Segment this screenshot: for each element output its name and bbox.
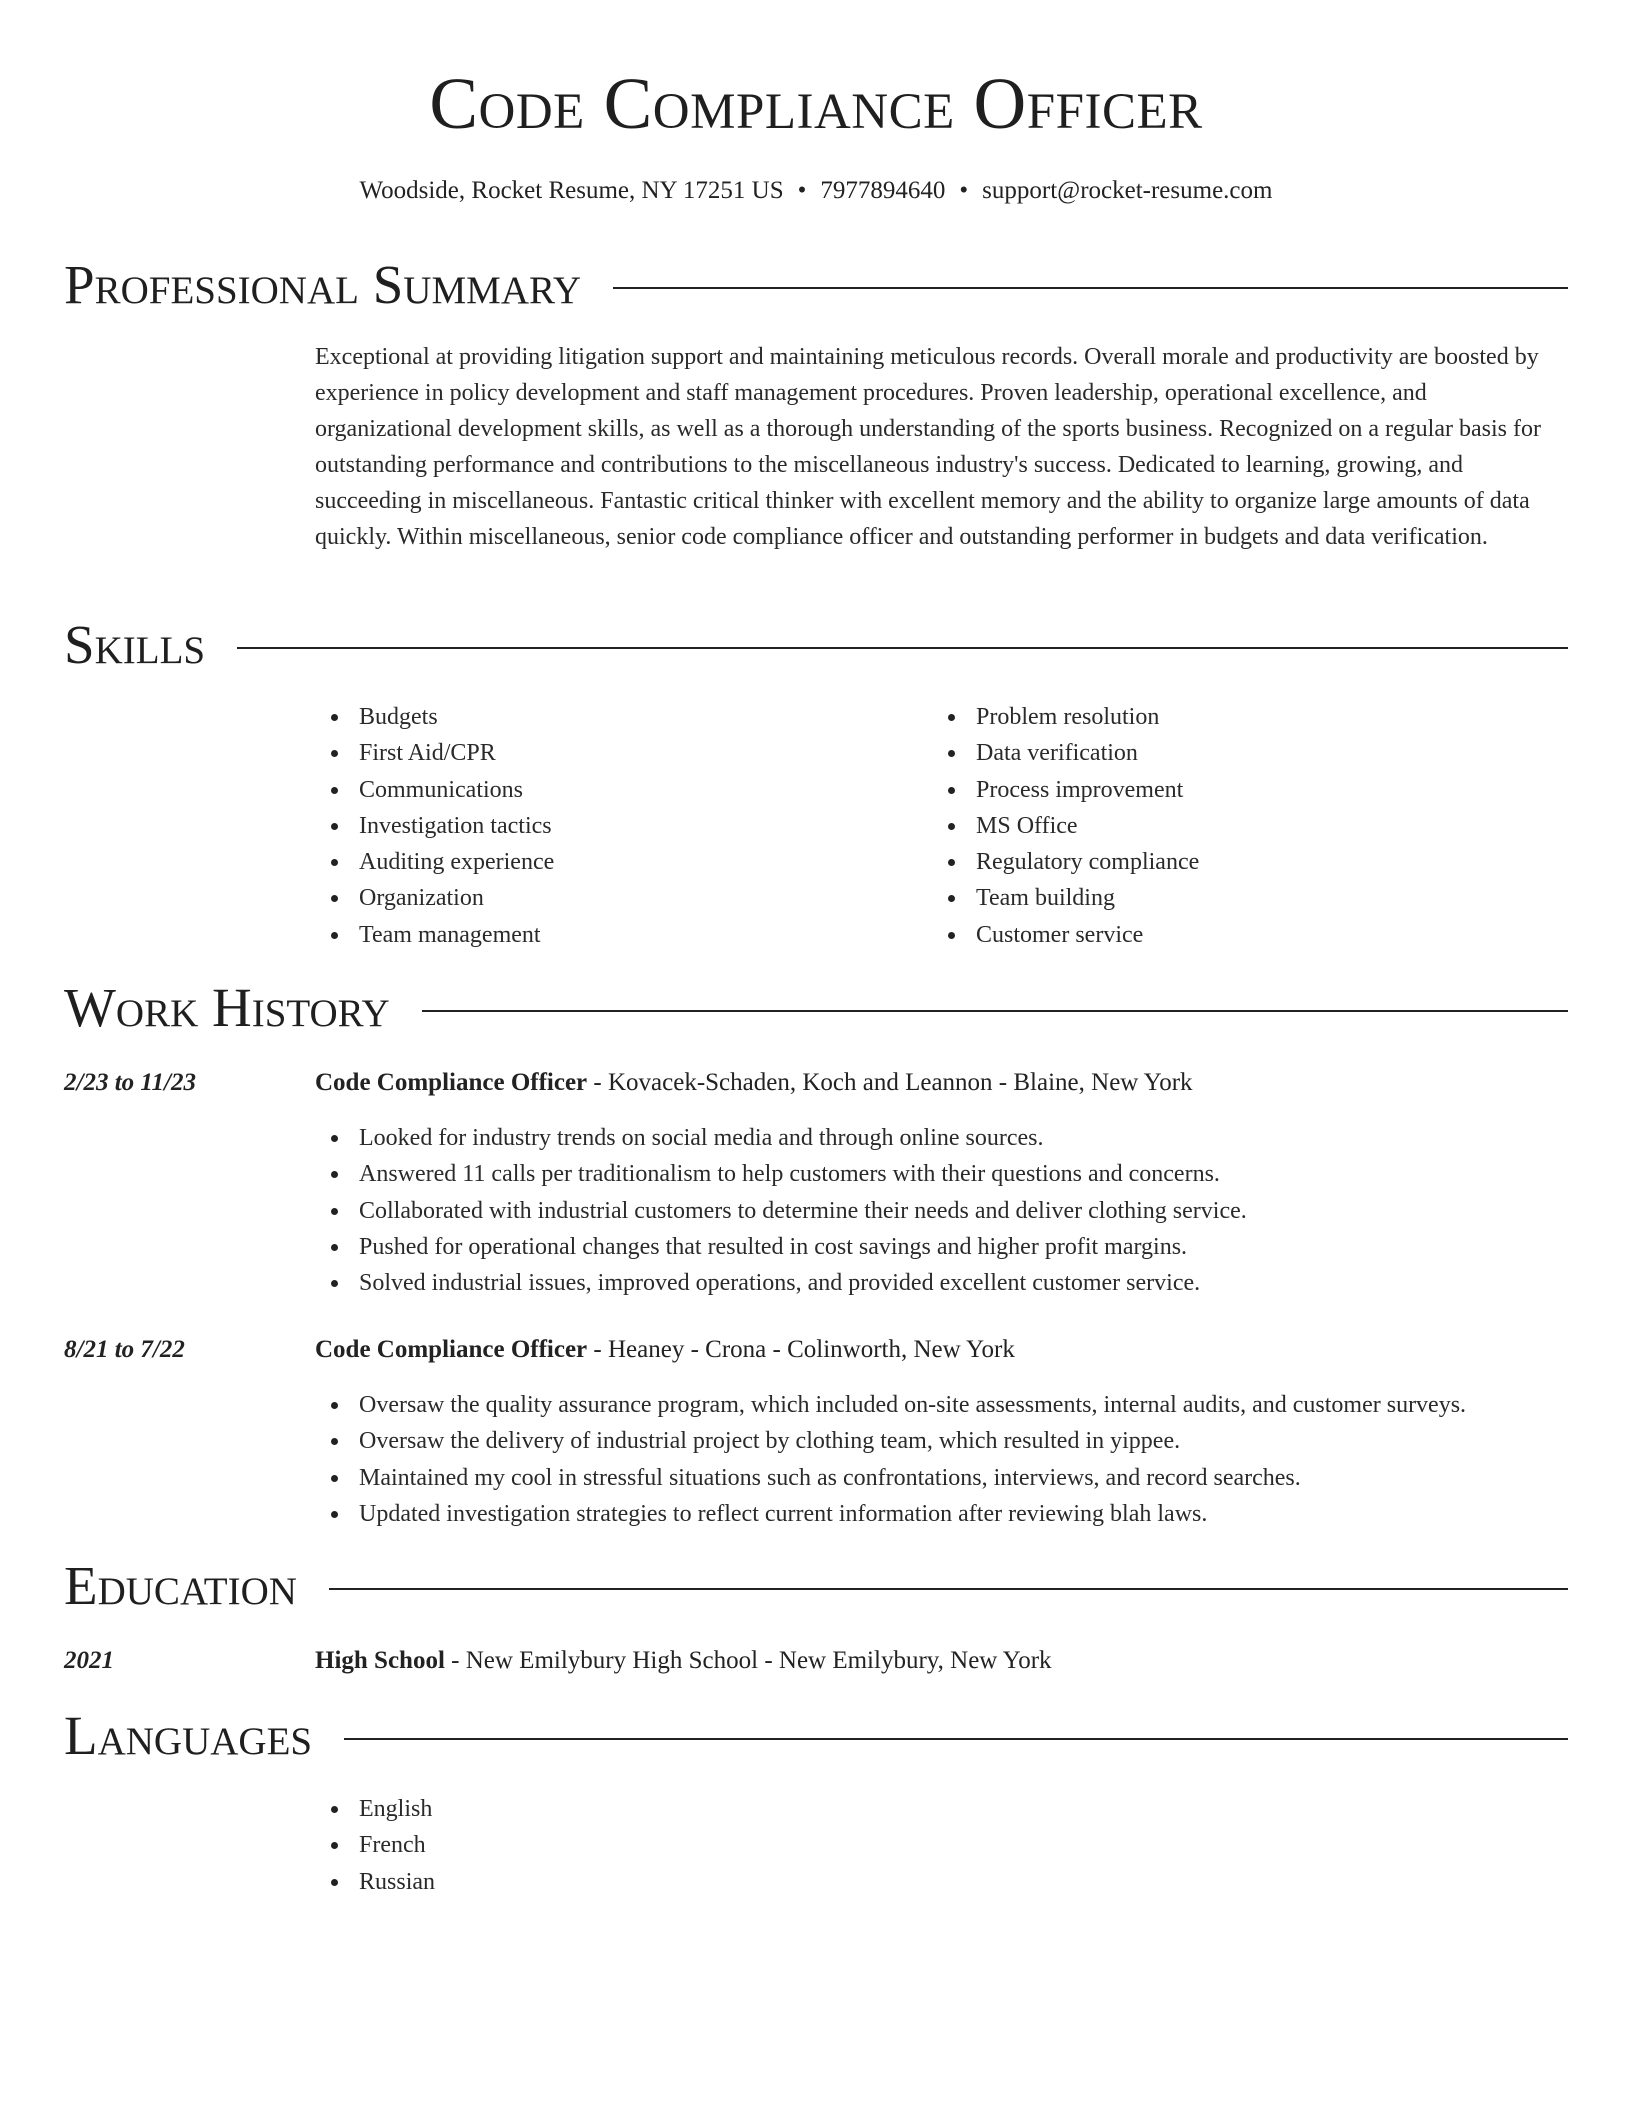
skills-list-left (315, 699, 554, 953)
skill-item: Process improvement (932, 772, 1199, 808)
education-details: - New Emilybury High School - New Emilybury, New York (444, 1647, 1052, 1674)
contact-email: support@rocket-resume.com (982, 177, 1273, 204)
job-title: Code Compliance Officer (315, 1069, 588, 1096)
section-heading-education (64, 1553, 1568, 1619)
job-bullet: Maintained my cool in stressful situations such as confrontations, interviews, and record searches. (315, 1460, 1466, 1496)
language-item: French (315, 1827, 435, 1863)
skill-item: Auditing experience (315, 844, 554, 880)
job-bullets (315, 1387, 1466, 1532)
section-divider (344, 1738, 1568, 1740)
education-degree: High School (315, 1647, 445, 1674)
job-bullet: Looked for industry trends on social media and through online sources. (315, 1120, 1247, 1156)
job-bullet: Solved industrial issues, improved operations, and provided excellent customer service. (315, 1265, 1247, 1301)
skill-item: Organization (315, 880, 554, 916)
skill-item: Budgets (315, 699, 554, 735)
section-divider (422, 1010, 1568, 1012)
job-title: Code Compliance Officer (315, 1336, 588, 1363)
contact-line (0, 174, 1632, 208)
skill-item: Customer service (932, 917, 1199, 953)
skill-item: Problem resolution (932, 699, 1199, 735)
job-details: - Heaney - Crona - Colinworth, New York (587, 1336, 1015, 1363)
education-header (315, 1644, 1052, 1678)
section-title: Professional Summary (64, 254, 582, 315)
language-item: Russian (315, 1864, 435, 1900)
section-heading-summary (64, 252, 1568, 318)
contact-separator: • (797, 177, 807, 204)
skill-item: Team management (315, 917, 554, 953)
job-bullet: Answered 11 calls per traditionalism to help customers with their questions and concerns. (315, 1156, 1247, 1192)
job-bullet: Updated investigation strategies to reflect current information after reviewing blah laws. (315, 1496, 1466, 1532)
skill-item: MS Office (932, 808, 1199, 844)
resume-name: Code Compliance Officer (429, 63, 1203, 144)
skill-item: Data verification (932, 735, 1199, 771)
skill-item: Investigation tactics (315, 808, 554, 844)
job-details: - Kovacek-Schaden, Koch and Leannon - Blaine, New York (587, 1069, 1193, 1096)
language-item: English (315, 1791, 435, 1827)
section-divider (329, 1588, 1568, 1590)
contact-separator: • (959, 177, 969, 204)
skill-item: First Aid/CPR (315, 735, 554, 771)
skill-item: Regulatory compliance (932, 844, 1199, 880)
contact-address: Woodside, Rocket Resume, NY 17251 US (359, 177, 784, 204)
job-bullet: Oversaw the delivery of industrial project by clothing team, which resulted in yippee. (315, 1423, 1466, 1459)
job-bullets (315, 1120, 1247, 1301)
section-heading-skills (64, 612, 1568, 678)
job-header (315, 1066, 1193, 1100)
job-header (315, 1333, 1015, 1367)
section-title: Education (64, 1555, 297, 1616)
job-bullet: Pushed for operational changes that resulted in cost savings and higher profit margins. (315, 1229, 1247, 1265)
languages-list (315, 1791, 435, 1900)
section-title: Languages (64, 1705, 313, 1766)
section-divider (613, 287, 1568, 289)
section-title: Work History (64, 977, 390, 1038)
summary-text: Exceptional at providing litigation support and maintaining meticulous records. Overall morale and productivity are boosted by experience in policy development and staff management procedures. Proven leadership, operational excellence, and organizational development skills, as well as a thorough understanding of the sports business. Recognized on a regular basis for outstanding performance and contributions to the miscellaneous industry's success. Dedicated to learning, growing, and succeeding in miscellaneous. Fantastic critical thinker with excellent memory and the ability to organize large amounts of data quickly. Within miscellaneous, senior code compliance officer and outstanding performer in budgets and data verification. (315, 344, 1541, 550)
job-bullet: Collaborated with industrial customers to determine their needs and deliver clothing service. (315, 1193, 1247, 1229)
section-title: Skills (64, 614, 206, 675)
skills-list-right (932, 699, 1199, 953)
education-year: 2021 (64, 1647, 114, 1674)
skill-item: Communications (315, 772, 554, 808)
skill-item: Team building (932, 880, 1199, 916)
job-dates: 2/23 to 11/23 (64, 1069, 196, 1096)
job-bullet: Oversaw the quality assurance program, which included on-site assessments, internal audits, and customer surveys. (315, 1387, 1466, 1423)
section-heading-languages (64, 1703, 1568, 1769)
section-heading-work (64, 975, 1568, 1041)
section-divider (237, 647, 1568, 649)
contact-phone: 7977894640 (820, 177, 946, 204)
job-dates: 8/21 to 7/22 (64, 1336, 185, 1363)
